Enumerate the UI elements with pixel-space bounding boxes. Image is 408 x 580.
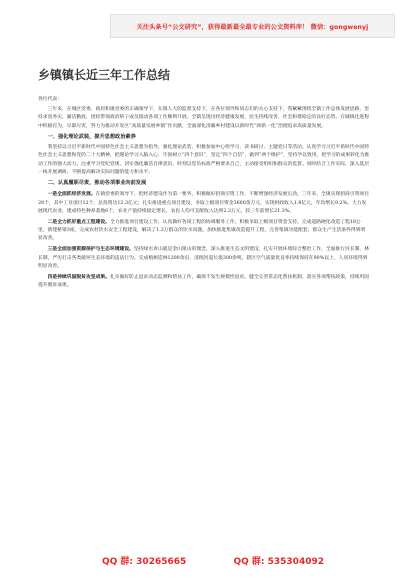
- qq-group-1: QQ 群: 30265665: [102, 556, 187, 567]
- contact-banner: [102, 552, 324, 568]
- work-item-1-body: 在镇党委的领导下，把经济建设作为第一要务，积极做好招商引资工作，不断增强经济发展后劲。三年来，全镇实现招商引资项目28个，其中工业项目12个，总投资达12.3亿元；扎实推进重点项目建设，争取上级项目资金3600余万元，实现财政收入1.8亿元，年均增长9.2%。大力发展现代农业，建成特色种养基地6个，农业产值持续稳定增长，农民人均可支配收入达到2.3万元，较三年前增长21.3%。: [38, 192, 370, 214]
- intro-paragraph: 三年来，在城区党委、政府和镇党委的正确领导下，在镇人大的监督支持下，在各位领导和同志们的关心支持下，我紧紧围绕全镇工作总体发展思路，坚持求真务实，廉洁勤政，团结带领政府班子成员推动各项工作顺利开展。全镇呈现出经济健康发展、民生持续改善、社会和谐稳定的良好态势，在城镇化进程中积极有为，尽职尽责，努力为推动开发区“高质量发展乡镇”作贡献，全面深化清廉乡村建设以新时代“两新一化”治理追求高质量发展。: [38, 106, 369, 129]
- work-item-3: [38, 245, 370, 271]
- section-heading-2: 二、认真履职尽责，推动各项事业向前发展: [47, 180, 147, 187]
- section-heading-1: 一、强化理论武装，提升思想政治素养: [47, 133, 136, 140]
- promo-banner: [110, 14, 395, 38]
- qq-group-2: QQ 群: 535304092: [233, 556, 324, 567]
- work-item-2-lead: 二是全力抓好重点工程建设。: [47, 218, 110, 225]
- greeting: 各位代表：: [38, 97, 62, 102]
- work-item-4: [38, 273, 370, 291]
- work-item-1: [38, 190, 370, 216]
- work-item-3-lead: 三是全面加强资源保护与生态环境建设。: [47, 246, 134, 253]
- document-title: 乡镇镇长近三年工作总结: [38, 68, 171, 82]
- section-1-paragraph: 我坚持以习近平新时代中国特色社会主义思想为指导，强化理论武装，积极参加中心组学习、读书研讨、主题党日等活动。认真学习习近平新时代中国特色社会主义思想和党的二十大精神，把理论学习入脑入心，牢固树立“四个意识”，坚定“四个自信”，做到“两个维护”，坚持学以致用，把学习的成果转化为推动工作的强大动力。注重学习党纪党规，切实强化廉洁自律意识，时刻以党员标准严格要求自己，主动接受组织和群众的监督。同时结合工作实际，深入基层一线开展调研，不断提高解决实际问题的能力和水平。: [38, 144, 370, 175]
- work-item-4-body: 扎实做好防止返贫动态监测和帮扶工作，确保不发生规模性返贫。健全完善常态化帮扶机制，落实各项帮扶政策，持续巩固提升脱贫成果。: [38, 274, 370, 289]
- work-item-1-lead: 一是全面抓经济发展。: [47, 191, 96, 198]
- work-item-2-body: 全力推进项目建设工作，认真做好各项工程的协调服务工作，积极争取上级项目资金支持。完成道路硬化改造工程18公里，新建桥梁3座，完成农村饮水安全工程建设，解决了1.2万群众的饮水问题。加快推进集镇改造提升工程，完善集镇功能配套，群众生产生活条件得到明显改善。: [38, 219, 366, 242]
- work-item-4-lead: 四是持续巩固脱贫攻坚成果。: [47, 273, 110, 280]
- work-item-3-body: 坚持绿水青山就是金山银山的理念，深入推进生态文明建设，扎实开展环境综合整治工作，全面推行河长制、林长制，严厉打击各类破坏生态环境的违法行为。完成植树造林1200余亩，清理河道垃圾300余吨，辖区空气质量优良率持续保持在90%以上，人居环境得到明显改善。: [38, 247, 370, 269]
- work-item-2: [38, 218, 370, 244]
- promo-banner-text: 关注头条号“公文研究”，获得最新最全最专业的公文资料库！ 微信：gongwenyj: [136, 23, 369, 31]
- document-body: [38, 96, 370, 292]
